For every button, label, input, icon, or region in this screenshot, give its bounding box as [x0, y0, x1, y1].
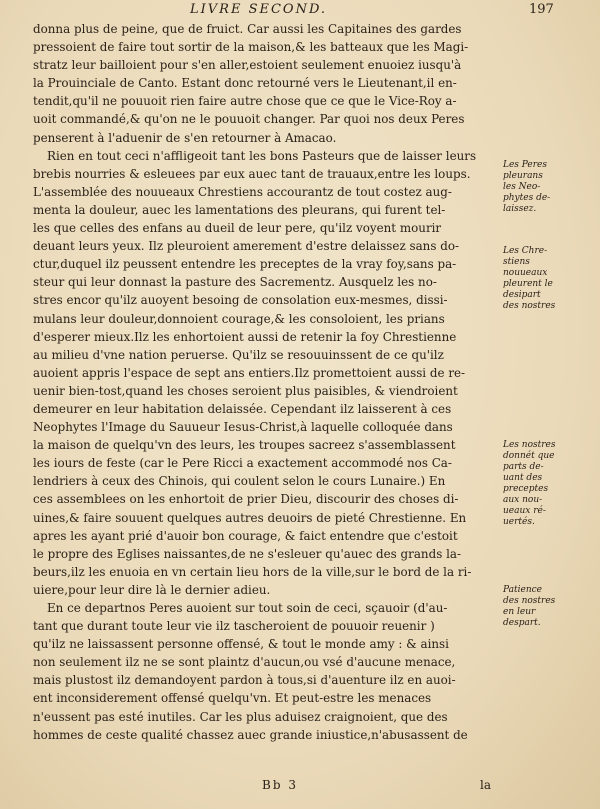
text-line: uenir bien-tost,quand les choses seroient plus paisibles, & viendroient [33, 383, 458, 398]
text-line: En ce departnos Peres auoient sur tout soin de ceci, sçauoir (d'au- [47, 601, 448, 615]
marginal-note-line: Patience [503, 585, 543, 595]
text-line: qu'ilz ne laissassent personne offensé, & tout le monde amy : & ainsi [33, 637, 449, 652]
marginal-note [503, 585, 598, 629]
text-line: ent inconsiderement offensé quelqu'vn. Et peut-estre les menaces [33, 691, 432, 706]
marginal-note-line: donnét que [503, 451, 555, 461]
text-line: tant que durant toute leur vie ilz tascheroient de pouuoir reuenir ) [33, 619, 435, 634]
marginal-note-line: despart. [503, 618, 541, 628]
text-line: la maison de quelqu'vn des leurs, les troupes sacreez s'assemblassent [33, 438, 456, 453]
text-line: penserent à l'aduenir de s'en retourner à Amacao. [33, 130, 337, 145]
marginal-note-line: preceptes [503, 484, 549, 494]
text-line: stres encor qu'ilz auoyent besoing de consolation eux-mesmes, dissi- [33, 293, 448, 308]
marginal-note [503, 160, 598, 215]
marginal-note-line: des nostres [503, 596, 556, 606]
marginal-note-line: uant des [503, 473, 543, 483]
text-line: les que celles des enfans au dueil de leur pere, qu'ilz voyent mourir [33, 221, 442, 236]
marginal-note-line: stiens [503, 257, 530, 267]
marginal-note-line: laissez. [503, 204, 537, 214]
text-line: d'esperer mieux.Ilz les enhortoient aussi de retenir la foy Chrestienne [33, 329, 457, 344]
text-line: beurs,ilz les enuoia en vn certain lieu hors de la ville,sur le bord de la ri- [33, 564, 472, 579]
marginal-note-line: parts de- [503, 462, 544, 472]
text-line: au milieu d'vne nation peruerse. Qu'ilz se resouuinssent de ce qu'ilz [33, 347, 444, 362]
text-line: menta la douleur, auec les lamentations des pleurans, qui furent tel- [33, 202, 446, 217]
text-line: Rien en tout ceci n'affligeoit tant les bons Pasteurs que de laisser leurs [47, 148, 477, 163]
marginal-note-line: ueaux ré- [503, 506, 546, 516]
text-line: Neophytes l'Image du Sauueur Iesus-Christ,à laquelle colloquée dans [33, 420, 453, 435]
text-line: uines,& faire souuent quelques autres deuoirs de pieté Chrestienne. En [33, 510, 467, 525]
text-line: auoient appris l'espace de sept ans entiers.Ilz promettoient aussi de re- [33, 365, 466, 380]
signature-mark: Bb 3 [262, 778, 298, 792]
body-text [33, 20, 498, 744]
marginal-note-line: aux nou- [503, 495, 543, 505]
marginal-note-line: en leur [503, 607, 536, 617]
text-line: ces assemblees on les enhortoit de prier Dieu, discourir des choses di- [33, 492, 459, 507]
text-line: uoit commandé,& qu'on ne le pouuoit changer. Par quoi nos deux Peres [33, 112, 465, 127]
text-line: le propre des Eglises naissantes,de ne s'esleuer qu'auec des grands la- [33, 546, 461, 561]
text-line: steur qui leur donnast la pasture des Sacrementz. Ausquelz les no- [33, 275, 437, 290]
page-number: 197 [529, 2, 554, 17]
marginal-note-line: nouueaux [503, 268, 548, 278]
text-line: donna plus de peine, que de fruict. Car aussi les Capitaines des gardes [33, 22, 462, 36]
running-head: LIVRE SECOND. [190, 2, 328, 17]
text-line: ctur,duquel ilz peussent entendre les preceptes de la vray foy,sans pa- [33, 257, 457, 272]
text-line: lendriers à ceux des Chinois, qui coulent selon le cours Lunaire.) En [33, 474, 446, 489]
marginal-note-line: des nostres [503, 301, 556, 311]
text-line: stratz leur bailloient pour s'en aller,estoient seulement enuoiez iusqu'à [33, 58, 462, 73]
marginal-note-line: pleurent le [503, 279, 553, 289]
marginal-note-line: les Neo- [503, 182, 541, 192]
marginal-note-line: desipart [503, 290, 541, 300]
text-line: les iours de feste (car le Pere Ricci a exactement accommodé nos Ca- [33, 456, 452, 471]
catchword: la [480, 778, 491, 792]
text-line: mais plustost ilz demandoyent pardon à tous,si d'auenture ilz en auoi- [33, 673, 456, 688]
marginal-note-line: pleurans [503, 171, 543, 181]
text-line: non seulement ilz ne se sont plaintz d'aucun,ou vsé d'aucune menace, [33, 655, 456, 670]
marginal-note-line: Les Chre- [503, 246, 548, 256]
text-line: la Prouinciale de Canto. Estant donc retourné vers le Lieutenant,il en- [33, 76, 457, 91]
marginal-note-line: phytes de- [503, 193, 551, 203]
text-line: tendit,qu'il ne pouuoit rien faire autre chose que ce que le Vice-Roy a- [33, 94, 457, 109]
marginal-note-line: Les Peres [503, 160, 548, 170]
text-line: demeurer en leur habitation delaissée. Cependant ilz laisserent à ces [33, 401, 452, 416]
text-line: n'eussent pas esté inutiles. Car les plus aduisez craignoient, que des [33, 709, 448, 724]
text-line: L'assemblée des nouueaux Chrestiens accourantz de tout costez aug- [33, 184, 452, 199]
marginal-note-line: uertés. [503, 517, 535, 527]
marginal-note [503, 440, 598, 528]
text-line: uiere,pour leur dire là le dernier adieu. [33, 582, 271, 597]
text-line: apres les ayant prié d'auoir bon courage, & faict entendre que c'estoit [33, 528, 458, 543]
text-line: pressoient de faire tout sortir de la maison,& les batteaux que les Magi- [33, 40, 469, 55]
text-line: deuant leurs yeux. Ilz pleuroient amerement d'estre delaissez sans do- [33, 239, 460, 254]
text-line: brebis nourries & esleuees par eux auec tant de trauaux,entre les loups. [33, 166, 471, 181]
text-line: hommes de ceste qualité chassez auec grande iniustice,n'abusassent de [33, 727, 468, 742]
marginal-note [503, 246, 598, 312]
text-line: mulans leur douleur,donnoient courage,& les consoloient, les prians [33, 311, 445, 326]
marginal-note-line: Les nostres [503, 440, 556, 450]
